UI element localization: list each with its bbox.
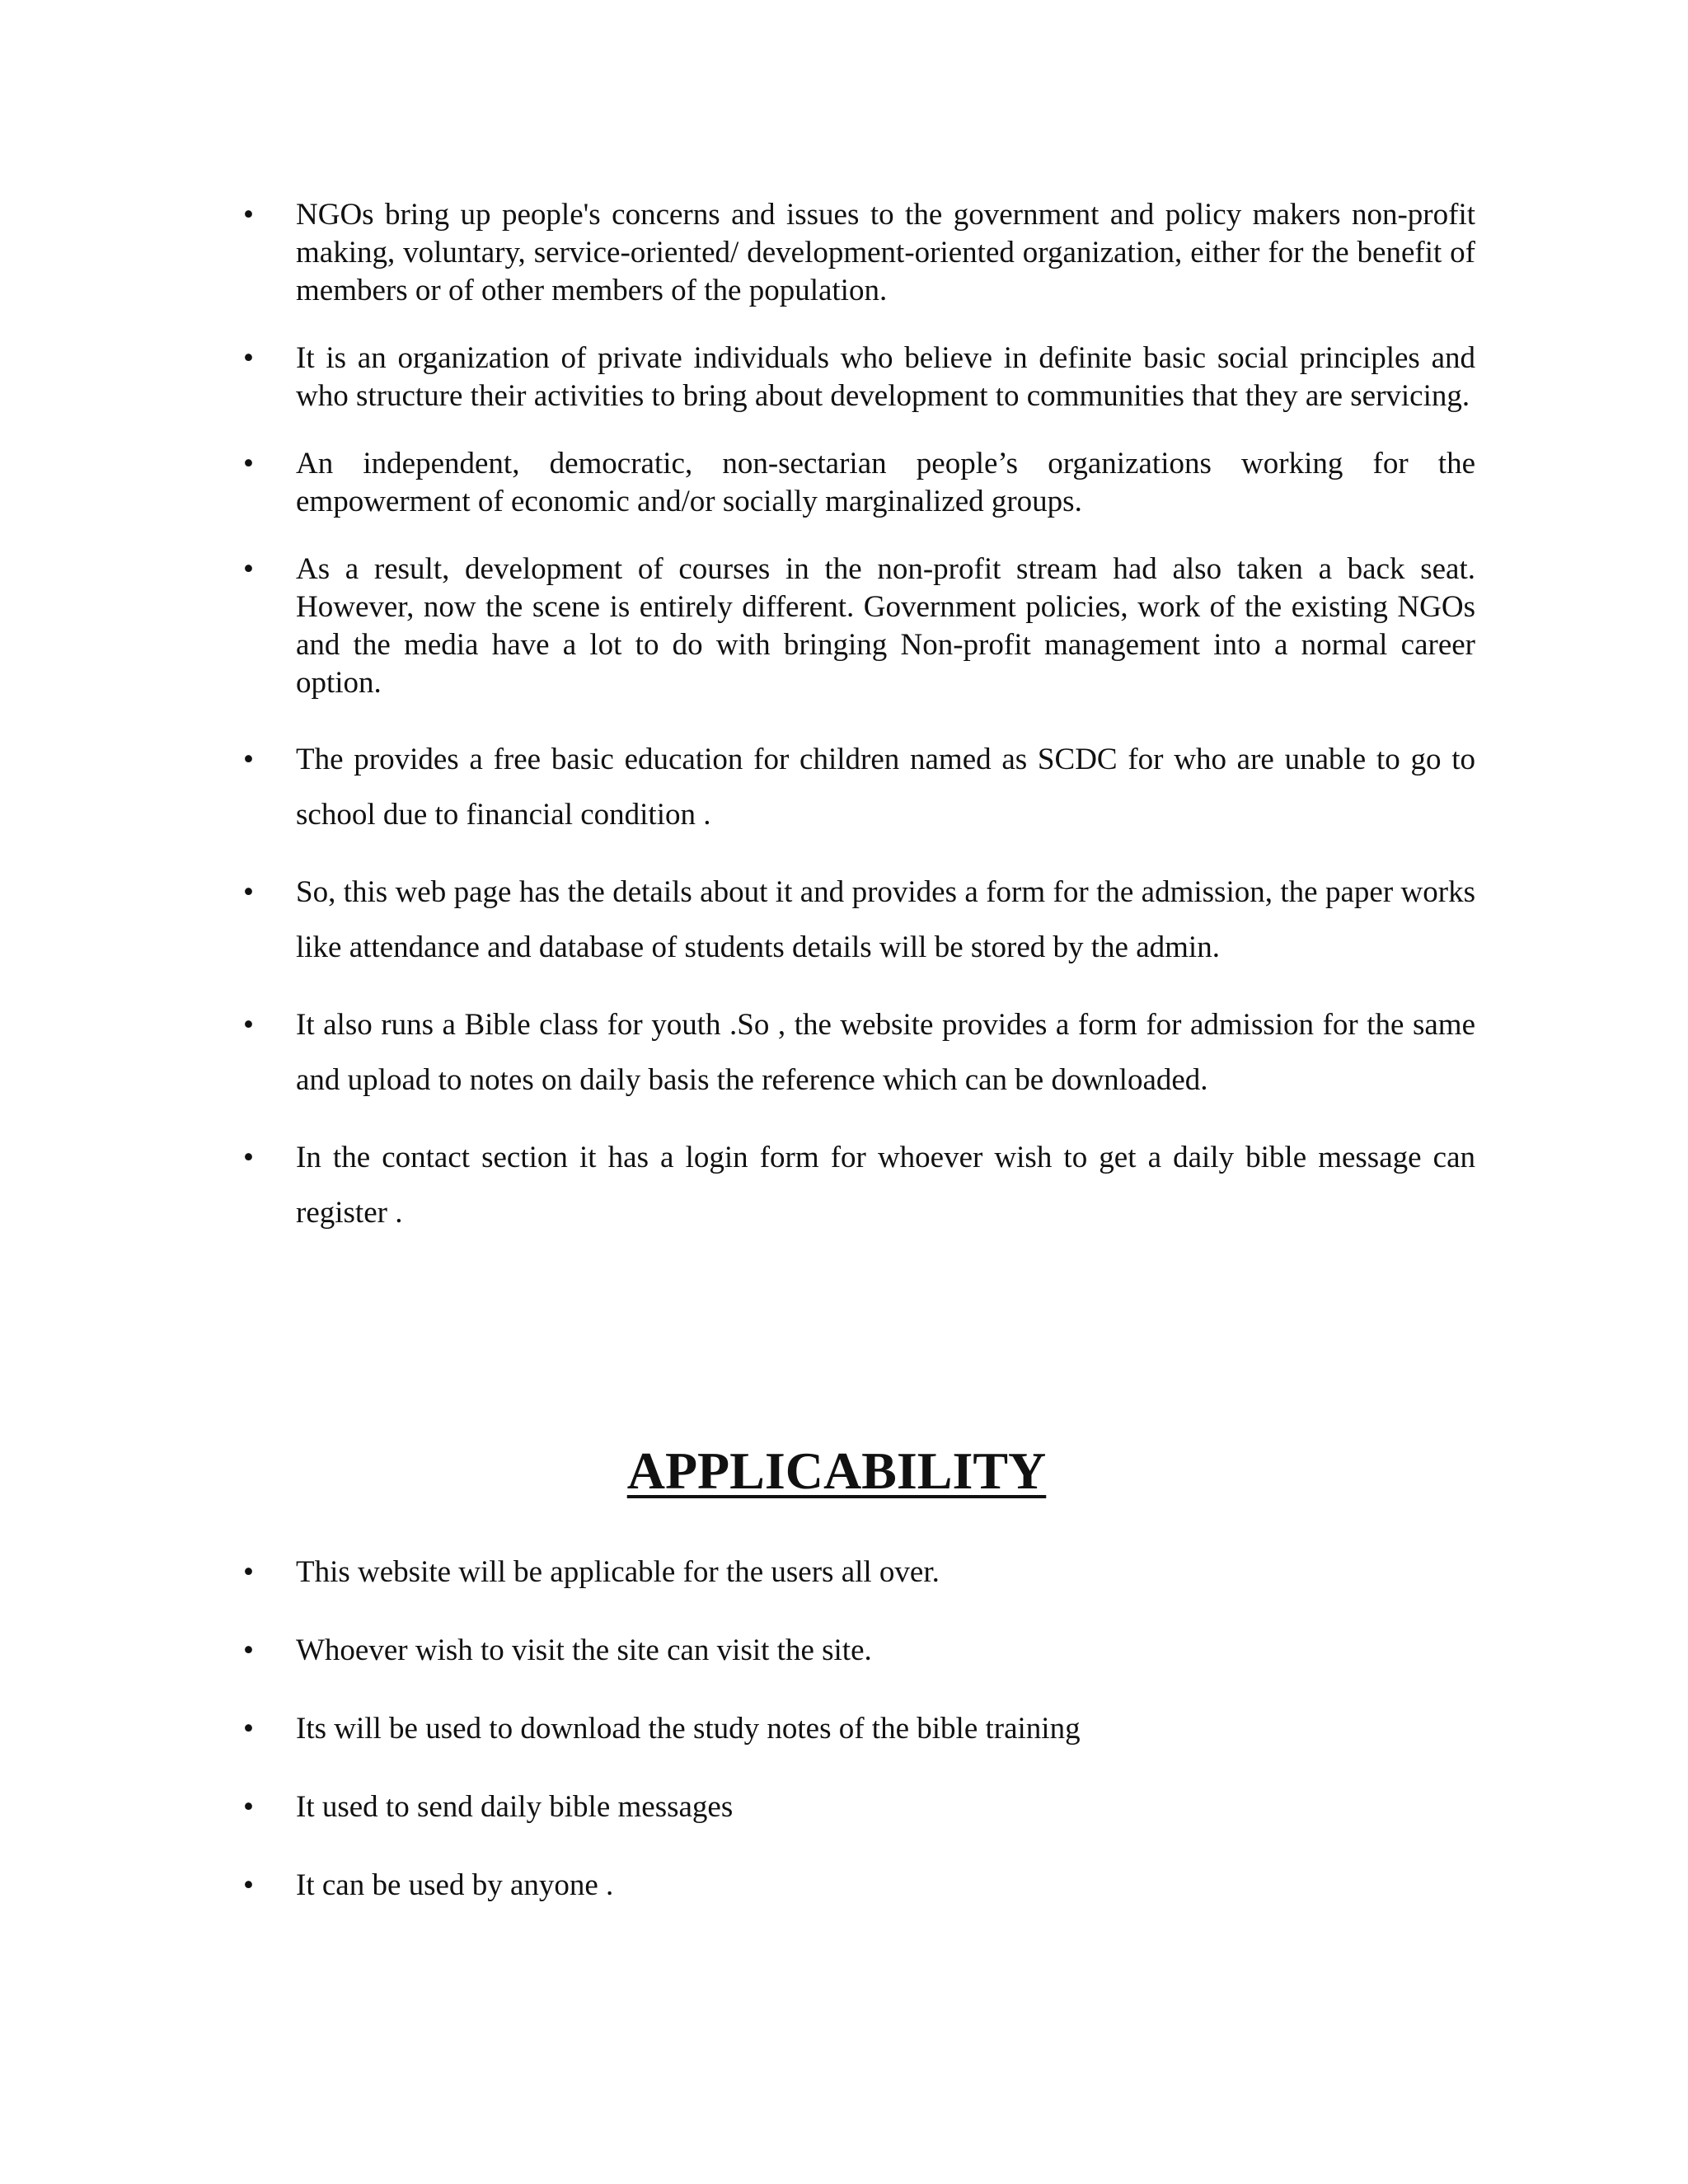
- intro-bullet-list: [243, 196, 1475, 1263]
- list-item: [243, 1632, 1475, 1670]
- list-item-text: As a result, development of courses in the non-profit stream had also taken a back seat. However, now the scene is entirely different. Government policies, work of the existing NGOs and the media have a lot to do with bringing Non-profit management into a normal career option.: [296, 552, 1475, 700]
- bullet-icon: •: [243, 1633, 254, 1667]
- section-heading: APPLICABILITY: [626, 1441, 1047, 1500]
- applicability-bullet-list: [243, 1554, 1475, 1945]
- bullet-icon: •: [243, 743, 254, 776]
- bullet-icon: •: [243, 1868, 254, 1902]
- list-item-text: So, this web page has the details about it and provides a form for the admission, the paper works like attendance and database of students details will be stored by the admin.: [296, 875, 1475, 964]
- bullet-icon: •: [243, 447, 254, 480]
- list-item-text: An independent, democratic, non-sectarian people’s organizations working for the empowerment of economic and/or socially marginalized groups.: [296, 447, 1475, 518]
- list-item-text: In the contact section it has a login form for whoever wish to get a daily bible message can register .: [296, 1141, 1475, 1230]
- bullet-icon: •: [243, 1790, 254, 1824]
- list-item: [243, 1130, 1475, 1240]
- list-item: [243, 1710, 1475, 1748]
- list-item: [243, 1788, 1475, 1826]
- bullet-icon: •: [243, 1555, 254, 1589]
- bullet-icon: •: [243, 1141, 254, 1174]
- bullet-icon: •: [243, 552, 254, 586]
- list-item: [243, 732, 1475, 842]
- bullet-icon: •: [243, 1712, 254, 1746]
- list-item-text: The provides a free basic education for children named as SCDC for who are unable to go to school due to financial condition .: [296, 743, 1475, 832]
- bullet-icon: •: [243, 1008, 254, 1042]
- list-item: [243, 997, 1475, 1108]
- list-item: [243, 340, 1475, 415]
- list-item-text: It also runs a Bible class for youth .So , the website provides a form for admission for the same and upload to notes on daily basis the reference which can be downloaded.: [296, 1008, 1475, 1097]
- list-item-text: This website will be applicable for the users all over.: [296, 1555, 940, 1589]
- list-item: [243, 551, 1475, 702]
- list-item-text: Whoever wish to visit the site can visit the site.: [296, 1633, 872, 1667]
- list-item-text: NGOs bring up people's concerns and issues to the government and policy makers non-profit making, voluntary, service-oriented/ development-oriented organization, either for the benefit of members or of other members of the population.: [296, 198, 1475, 307]
- bullet-icon: •: [243, 198, 254, 232]
- bullet-icon: •: [243, 875, 254, 909]
- bullet-icon: •: [243, 341, 254, 375]
- list-item-text: Its will be used to download the study notes of the bible training: [296, 1712, 1081, 1746]
- list-item-text: It used to send daily bible messages: [296, 1790, 734, 1824]
- list-item: [243, 445, 1475, 521]
- list-item-text: It can be used by anyone .: [296, 1868, 614, 1902]
- list-item: [243, 1554, 1475, 1591]
- list-item: [243, 865, 1475, 975]
- list-item: [243, 1867, 1475, 1905]
- list-item-text: It is an organization of private individuals who believe in definite basic social principles and who structure their activities to bring about development to communities that they are servicing.: [296, 341, 1475, 413]
- list-item: [243, 196, 1475, 310]
